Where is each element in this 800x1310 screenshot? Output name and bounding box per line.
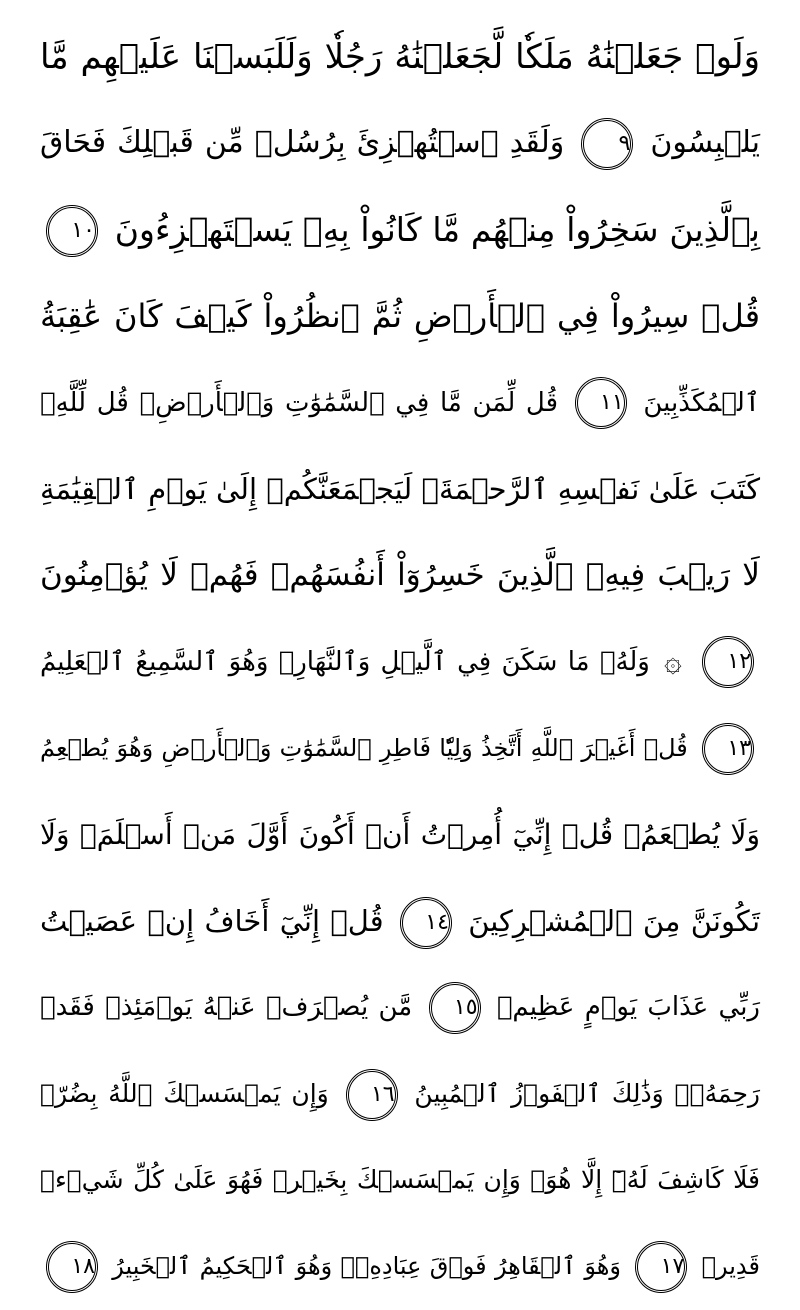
verse-text: رَحِمَهُۥۚ وَذَٰلِكَ ٱلۡفَوۡزُ ٱلۡمُبِينُ bbox=[414, 1078, 760, 1108]
ayah-number-marker: ١٢ bbox=[702, 636, 754, 688]
verse-line bbox=[40, 100, 760, 186]
verse-text: كَتَبَ عَلَىٰ نَفۡسِهِ ٱلرَّحۡمَةَۚ لَيَجۡمَعَنَّكُمۡ إِلَىٰ يَوۡمِ ٱلۡقِيَٰمَةِ bbox=[40, 471, 760, 506]
verse-text: يَلۡبِسُونَ bbox=[650, 125, 760, 161]
ayah-number-marker: ١٣ bbox=[702, 723, 754, 775]
ayah-number-marker: ١٥ bbox=[429, 982, 481, 1034]
verse-line bbox=[40, 14, 760, 100]
verse-line bbox=[40, 705, 760, 791]
verse-text: تَكُونَنَّ مِنَ ٱلۡمُشۡرِكِينَ bbox=[468, 903, 761, 938]
verse-text: وَلَقَدِ ٱسۡتُهۡزِئَ بِرُسُلٖ مِّن قَبۡلِكَ فَحَاقَ bbox=[40, 125, 565, 161]
verse-line bbox=[40, 878, 760, 964]
verse-line bbox=[40, 446, 760, 532]
verse-text: فَلَا كَاشِفَ لَهُۥٓ إِلَّا هُوَۖ وَإِن يَمۡسَسۡكَ بِخَيۡرٖ فَهُوَ عَلَىٰ كُلِّ شَيۡءٖ bbox=[40, 1165, 760, 1195]
ayah-number-marker: ١٧ bbox=[635, 1241, 687, 1293]
verse-line bbox=[40, 792, 760, 878]
ayah-number-marker: ١٦ bbox=[346, 1069, 398, 1121]
verse-line bbox=[40, 187, 760, 273]
verse-text: قُلۡ سِيرُواْ فِي ٱلۡأَرۡضِ ثُمَّ ٱنظُرُواْ كَيۡفَ كَانَ عَٰقِبَةُ bbox=[40, 297, 760, 336]
ayah-number-marker: ١٤ bbox=[400, 897, 452, 949]
verse-line bbox=[40, 532, 760, 618]
verse-text: وَلَوۡ جَعَلۡنَٰهُ مَلَكٗا لَّجَعَلۡنَٰهُ رَجُلٗا وَلَلَبَسۡنَا عَلَيۡهِم مَّا bbox=[40, 37, 760, 77]
verse-text: بِٱلَّذِينَ سَخِرُواْ مِنۡهُم مَّا كَانُواْ بِهِۦ يَسۡتَهۡزِءُونَ bbox=[114, 209, 760, 249]
verse-text: لَا رَيۡبَ فِيهِۚ ٱلَّذِينَ خَسِرُوٓاْ أَنفُسَهُمۡ فَهُمۡ لَا يُؤۡمِنُونَ bbox=[40, 557, 760, 594]
verse-text: رَبِّي عَذَابَ يَوۡمٍ عَظِيمٖ bbox=[496, 992, 760, 1023]
verse-text: ٱلۡمُكَذِّبِينَ bbox=[643, 387, 761, 418]
verse-line bbox=[40, 619, 760, 705]
verse-line bbox=[40, 273, 760, 359]
verse-line bbox=[40, 1051, 760, 1137]
ayah-number-marker: ١٠ bbox=[46, 205, 98, 257]
verse-text: وَإِن يَمۡسَسۡكَ ٱللَّهُ بِضُرّٖ bbox=[40, 1078, 329, 1108]
verse-text: قُلۡ أَغَيۡرَ ٱللَّهِ أَتَّخِذُ وَلِيّٗا فَاطِرِ ٱلسَّمَٰوَٰتِ وَٱلۡأَرۡضِ وَهُوَ يُطۡعِمُ bbox=[40, 734, 688, 763]
ayah-number-marker: ٩ bbox=[581, 118, 633, 170]
verse-line bbox=[40, 1223, 760, 1309]
verse-text: وَلَا يُطۡعَمُۗ قُلۡ إِنِّيٓ أُمِرۡتُ أَنۡ أَكُونَ أَوَّلَ مَنۡ أَسۡلَمَۖ وَلَا bbox=[40, 817, 760, 851]
verse-text: وَلَهُۥ مَا سَكَنَ فِي ٱلَّيۡلِ وَٱلنَّهَارِۚ وَهُوَ ٱلسَّمِيعُ ٱلۡعَلِيمُ bbox=[40, 646, 650, 677]
verse-line bbox=[40, 964, 760, 1050]
ayah-number-marker: ١١ bbox=[575, 377, 627, 429]
verse-line bbox=[40, 1137, 760, 1223]
ayah-number-marker: ١٨ bbox=[46, 1241, 98, 1293]
verse-text: قَدِيرٞ bbox=[701, 1252, 760, 1281]
verse-text: وَهُوَ ٱلۡقَاهِرُ فَوۡقَ عِبَادِهِۦۚ وَهُوَ ٱلۡحَكِيمُ ٱلۡخَبِيرُ bbox=[112, 1252, 621, 1281]
verse-text: قُل لِّمَن مَّا فِي ٱلسَّمَٰوَٰتِ وَٱلۡأَرۡضِۖ قُل لِّلَّهِۚ bbox=[40, 387, 559, 418]
verse-text: مَّن يُصۡرَفۡ عَنۡهُ يَوۡمَئِذٖ فَقَدۡ bbox=[40, 992, 413, 1023]
verse-line bbox=[40, 360, 760, 446]
verse-text: قُلۡ إِنِّيٓ أَخَافُ إِنۡ عَصَيۡتُ bbox=[40, 903, 384, 938]
rub-el-hizb-icon: ۞ bbox=[664, 644, 682, 680]
